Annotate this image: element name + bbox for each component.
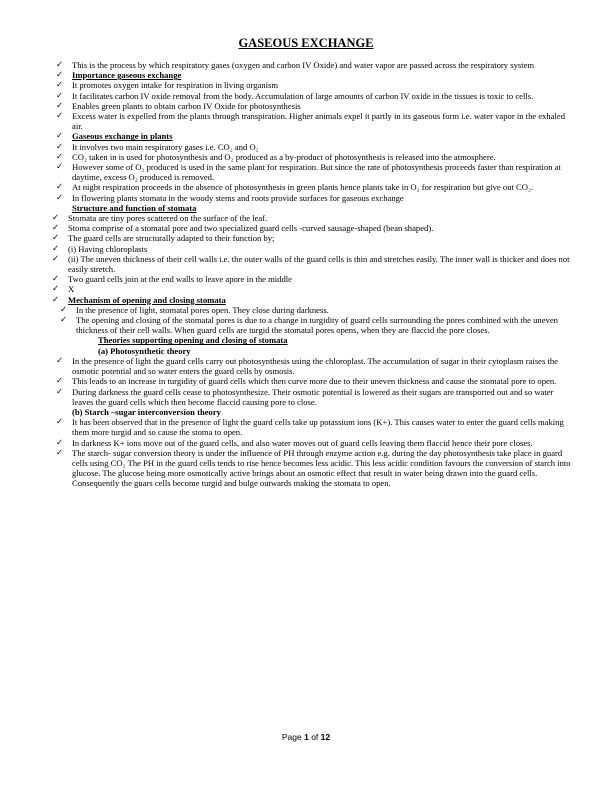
item-text: CO₂ taken in is used for photosynthesis and O₂ produced as a by-product of photosynthesis is released into the atmosphere. bbox=[72, 151, 496, 162]
checkmark-icon: ✓ bbox=[52, 243, 60, 254]
checkmark-icon: ✓ bbox=[56, 192, 64, 203]
item-text: It has been observed that in the presence of light the guard cells take up potassium ions (K+). This causes water to enter the guard cells making them more turgid and so cause the stoma to open. bbox=[72, 417, 564, 438]
item-text: Stomata are tiny pores scattered on the surface of the leaf. bbox=[68, 213, 268, 224]
checkmark-icon: ✓ bbox=[52, 274, 60, 285]
checkmark-icon: ✓ bbox=[56, 60, 64, 70]
item-text: In darkness K+ ions move out of the guard cells, and also water moves out of guard cells leaving them flaccid hence their pore closes. bbox=[72, 437, 533, 448]
document-body bbox=[54, 60, 576, 489]
item-text: In the presence of light, stomatal pores open. They close during darkness. bbox=[76, 304, 329, 315]
item-text: (b) Starch –sugar interconversion theory bbox=[72, 406, 221, 417]
bullet-item bbox=[54, 162, 576, 182]
checkmark-icon: ✓ bbox=[56, 162, 64, 173]
footer-prefix: Page bbox=[281, 732, 305, 742]
checkmark-icon: ✓ bbox=[60, 315, 68, 326]
footer-mid: of bbox=[308, 732, 321, 742]
checkmark-icon: ✓ bbox=[52, 284, 60, 295]
item-text: (a) Photosynthetic theory bbox=[98, 345, 191, 356]
item-text: In flowering plants stomata in the woody stems and roots provide surfaces for gaseous exchange bbox=[72, 192, 404, 203]
checkmark-icon: ✓ bbox=[56, 141, 64, 152]
item-text: Excess water is expelled from the plants through transpiration. Higher animals expel it partly in its gaseous form i.e. water vapor in the exhaled air. bbox=[72, 111, 566, 132]
subsection-heading bbox=[54, 407, 576, 417]
item-text: Stoma comprise of a stomatal pore and two specialized guard cells -curved sausage-shaped (bean shaped). bbox=[68, 223, 434, 234]
bullet-item bbox=[54, 80, 576, 90]
document-title: GASEOUS EXCHANGE bbox=[238, 36, 374, 50]
bullet-item bbox=[54, 193, 576, 203]
bullet-item bbox=[54, 376, 576, 386]
section-heading bbox=[54, 335, 576, 345]
checkmark-icon: ✓ bbox=[56, 70, 64, 81]
checkmark-icon: ✓ bbox=[52, 253, 60, 264]
item-text: This leads to an increase in turgidity of guard cells which then curve more due to their uneven thickness and cause the stomatal pore to open. bbox=[72, 376, 557, 387]
bullet-item bbox=[54, 233, 576, 243]
checkmark-icon: ✓ bbox=[56, 111, 64, 122]
bullet-item bbox=[54, 111, 576, 131]
checkmark-icon: ✓ bbox=[56, 80, 64, 91]
item-text: Mechanism of opening and closing stomata bbox=[68, 294, 226, 305]
checkmark-icon: ✓ bbox=[56, 151, 64, 162]
section-heading bbox=[54, 131, 576, 141]
checkmark-icon: ✓ bbox=[52, 233, 60, 244]
item-text: Enables green plants to obtain carbon IV Oxide for photosynthesis bbox=[72, 100, 301, 111]
item-text: The starch- sugar conversion theory is under the influence of PH through enzyme action e.g. during the day photosynthesis take place in guard cells using CO₂ The PH in the guard cells tends to rise hence becomes less acidic. This less acidic condition favours the conversion of starch into glucose. The glucose being more osmotically active brings about an osmotic effect that result in water being drawn into the guard cells. Consequently the guars cells become turgid and bulge outwards making the stomata to open. bbox=[72, 447, 571, 489]
item-text: (i) Having chloroplasts bbox=[68, 243, 148, 254]
checkmark-icon: ✓ bbox=[56, 437, 64, 448]
bullet-item bbox=[54, 254, 576, 274]
item-text: During darkness the guard cells cease to photosynthesize. Their osmotic potential is lowered as their sugars are transported out and so water leaves the guard cells which then become flaccid causing pore to close. bbox=[72, 386, 554, 407]
subsection-heading bbox=[54, 346, 576, 356]
footer-total-pages: 12 bbox=[320, 732, 331, 742]
item-text: Two guard cells join at the end walls to leave apore in the middle bbox=[68, 274, 292, 285]
bullet-item bbox=[54, 387, 576, 407]
bullet-item bbox=[54, 284, 576, 294]
section-heading bbox=[54, 295, 576, 305]
checkmark-icon: ✓ bbox=[56, 100, 64, 111]
checkmark-icon: ✓ bbox=[56, 90, 64, 101]
item-text: It facilitates carbon IV oxide removal from the body. Accumulation of large amounts of carbon IV oxide in the tissues is toxic to cells. bbox=[72, 90, 534, 101]
bullet-item bbox=[54, 356, 576, 376]
bullet-item bbox=[54, 182, 576, 192]
item-text: The opening and closing of the stomatal pores is due to a change in turgidity of guard cells surrounding the pores combined with the uneven thickness of their cell walls. When guard cells are turgid the stomatal pores opens, when they are flaccid the pore closes. bbox=[76, 315, 558, 336]
footer-current-page: 1 bbox=[304, 732, 309, 742]
bullet-item bbox=[54, 152, 576, 162]
bullet-item bbox=[54, 142, 576, 152]
item-text: This is the process by which respiratory gases (oxygen and carbon IV Oxide) and water vapor are passed across the respiratory system bbox=[72, 60, 535, 70]
bullet-item bbox=[54, 213, 576, 223]
page-footer bbox=[0, 732, 612, 742]
checkmark-icon: ✓ bbox=[56, 355, 64, 366]
bullet-item bbox=[54, 60, 576, 70]
item-text: However some of O₂ produced is used in the same plant for respiration. But since the rate of photosynthesis proceeds faster than respiration at daytime, excess O₂ produced is removed. bbox=[72, 162, 561, 183]
bullet-item bbox=[54, 438, 576, 448]
item-text: Importance gaseous exchange bbox=[72, 70, 182, 81]
item-text: It promotes oxygen intake for respiration in living organism bbox=[72, 80, 279, 91]
bullet-item bbox=[54, 101, 576, 111]
bullet-item bbox=[54, 448, 576, 489]
item-text: It involves two main respiratory gases i.e. CO₂ and O₂ bbox=[72, 141, 259, 152]
item-text: X bbox=[68, 284, 75, 295]
checkmark-icon: ✓ bbox=[56, 417, 64, 428]
checkmark-icon: ✓ bbox=[52, 223, 60, 234]
bullet-item bbox=[54, 244, 576, 254]
checkmark-icon: ✓ bbox=[56, 131, 64, 142]
item-text: The guard cells are structurally adapted to their function by; bbox=[68, 233, 275, 244]
checkmark-icon: ✓ bbox=[56, 376, 64, 387]
item-text: Theories supporting opening and closing of stomata bbox=[98, 335, 288, 346]
bullet-item bbox=[54, 315, 576, 335]
item-text: Structure and function of stomata bbox=[72, 202, 197, 213]
item-text: (ii) The uneven thickness of their cell walls i.e. the outer walls of the guard cells is thin and stretches easily. The inner wall is thicker and does not easily stretch. bbox=[68, 253, 570, 275]
section-heading bbox=[54, 203, 576, 213]
item-text: In the presence of light the guard cells carry out photosynthesis using the chloroplast. The accumulation of sugar in their cytoplasm raises the osmotic potential and so water enters the guard cells by osmosis. bbox=[72, 355, 558, 377]
section-heading bbox=[54, 70, 576, 80]
item-text: Gaseous exchange in plants bbox=[72, 131, 173, 142]
checkmark-icon: ✓ bbox=[56, 386, 64, 397]
checkmark-icon: ✓ bbox=[60, 304, 68, 315]
checkmark-icon: ✓ bbox=[52, 294, 60, 305]
bullet-item bbox=[54, 223, 576, 233]
item-text: At night respiration proceeds in the absence of photosynthesis in green plants hence plants take in O₂ for respiration but give out CO₂. bbox=[72, 182, 534, 193]
bullet-item bbox=[54, 417, 576, 437]
bullet-item bbox=[54, 305, 576, 315]
bullet-item bbox=[54, 91, 576, 101]
checkmark-icon: ✓ bbox=[56, 447, 64, 458]
bullet-item bbox=[54, 274, 576, 284]
checkmark-icon: ✓ bbox=[56, 182, 64, 193]
checkmark-icon: ✓ bbox=[52, 213, 60, 224]
